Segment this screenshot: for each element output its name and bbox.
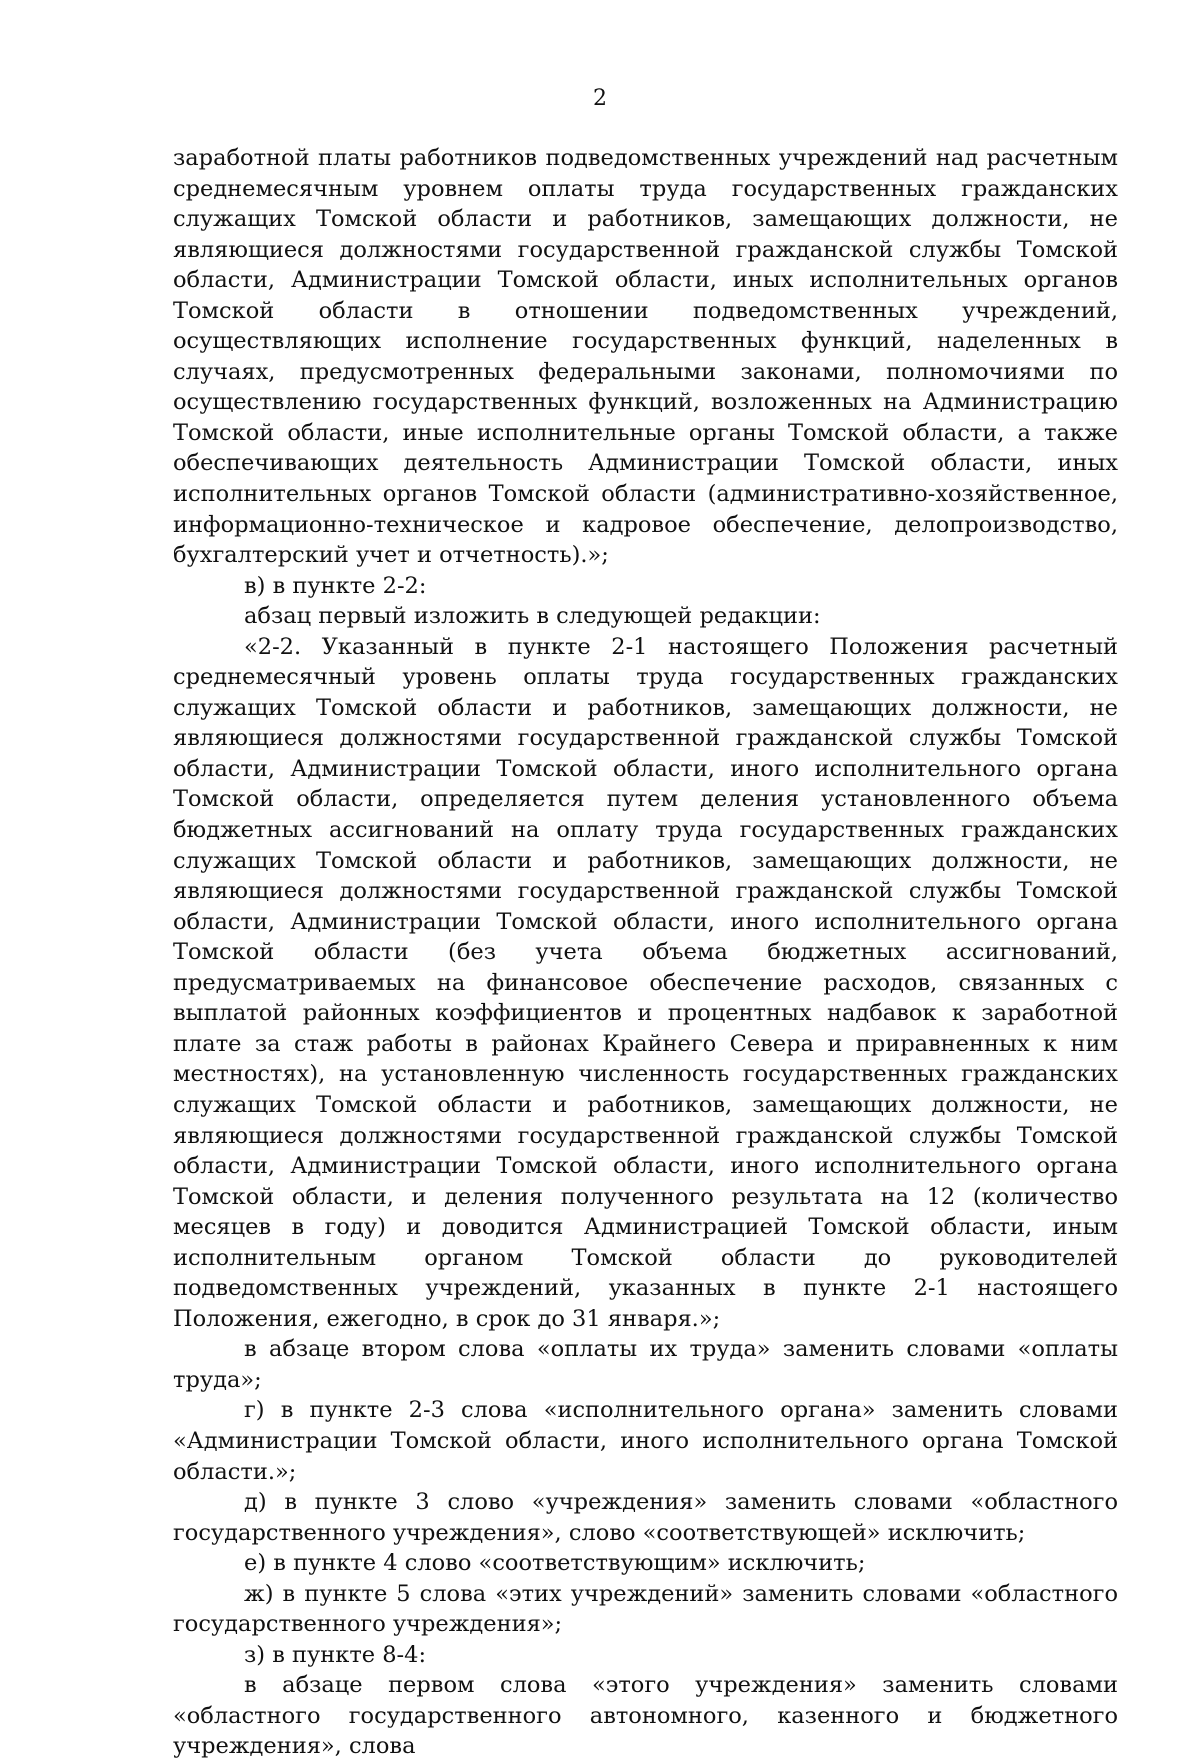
page-number: 2 xyxy=(593,86,607,111)
paragraph-quoted-2-2: «2-2. Указанный в пункте 2-1 настоящего Положения расчетный среднемесячный уровень оплаты труда государственных гражданских служащих Томской области и работников, замещающих должности, не являющиеся должностями государственной гражданской службы Томской области, Администрации Томской области, иного исполнительного органа Томской области, определяется путем деления установленного объема бюджетных ассигнований на оплату труда государственных гражданских служащих Томской области и работников, замещающих должности, не являющиеся должностями государственной гражданской службы Томской области, Администрации Томской области, иного исполнительного органа Томской области (без учета объема бюджетных ассигнований, предусматриваемых на финансовое обеспечение расходов, связанных с выплатой районных коэффициентов и процентных надбавок к заработной плате за стаж работы в районах Крайнего Севера и приравненных к ним местностях), на установленную численность государственных гражданских служащих Томской области и работников, замещающих должности, не являющиеся должностями государственной гражданской службы Томской области, Администрации Томской области, иного исполнительного органа Томской области, и деления полученного результата на 12 (количество месяцев в году) и доводится Администрацией Томской области, иным исполнительным органом Томской области до руководителей подведомственных учреждений, указанных в пункте 2-1 настоящего Положения, ежегодно, в срок до 31 января.»; xyxy=(173,633,1118,1332)
paragraph-abzac-first-8-4: в абзаце первом слова «этого учреждения» заменить словами «областного государственного автономного, казенного и бюджетного учреждения», слова xyxy=(173,1672,1118,1760)
paragraph-item-e: е) в пункте 4 слово «соответствующим» исключить; xyxy=(244,1550,866,1577)
paragraph-item-g: г) в пункте 2-3 слова «исполнительного органа» заменить словами «Администрации Томской области, иного исполнительного органа Томской области.»; xyxy=(173,1397,1118,1485)
paragraph-abzac-second: в абзаце втором слова «оплаты их труда» заменить словами «оплаты труда»; xyxy=(173,1336,1118,1393)
paragraph-abzac-first: абзац первый изложить в следующей редакции: xyxy=(244,603,821,630)
paragraph-continuation: заработной платы работников подведомственных учреждений над расчетным среднемесячным уровнем оплаты труда государственных гражданских служащих Томской области и работников, замещающих должности, не являющиеся должностями государственной гражданской службы Томской области, Администрации Томской области, иных исполнительных органов Томской области в отношении подведомственных учреждений, осуществляющих исполнение государственных функций, наделенных в случаях, предусмотренных федеральными законами, полномочиями по осуществлению государственных функций, возложенных на Администрацию Томской области, иные исполнительные органы Томской области, а также обеспечивающих деятельность Администрации Томской области, иных исполнительных органов Томской области (административно-хозяйственное, информационно-техническое и кадровое обеспечение, делопроизводство, бухгалтерский учет и отчетность).»; xyxy=(173,145,1118,569)
paragraph-item-v: в) в пункте 2-2: xyxy=(244,572,427,599)
paragraph-item-d: д) в пункте 3 слово «учреждения» заменить словами «областного государственного учреждения», слово «соответствующей» исключить; xyxy=(173,1489,1118,1546)
paragraph-item-zh: ж) в пункте 5 слова «этих учреждений» заменить словами «областного государственного учреждения»; xyxy=(173,1580,1118,1638)
paragraph-item-z: з) в пункте 8-4: xyxy=(244,1641,427,1668)
document-body xyxy=(173,143,1118,1762)
